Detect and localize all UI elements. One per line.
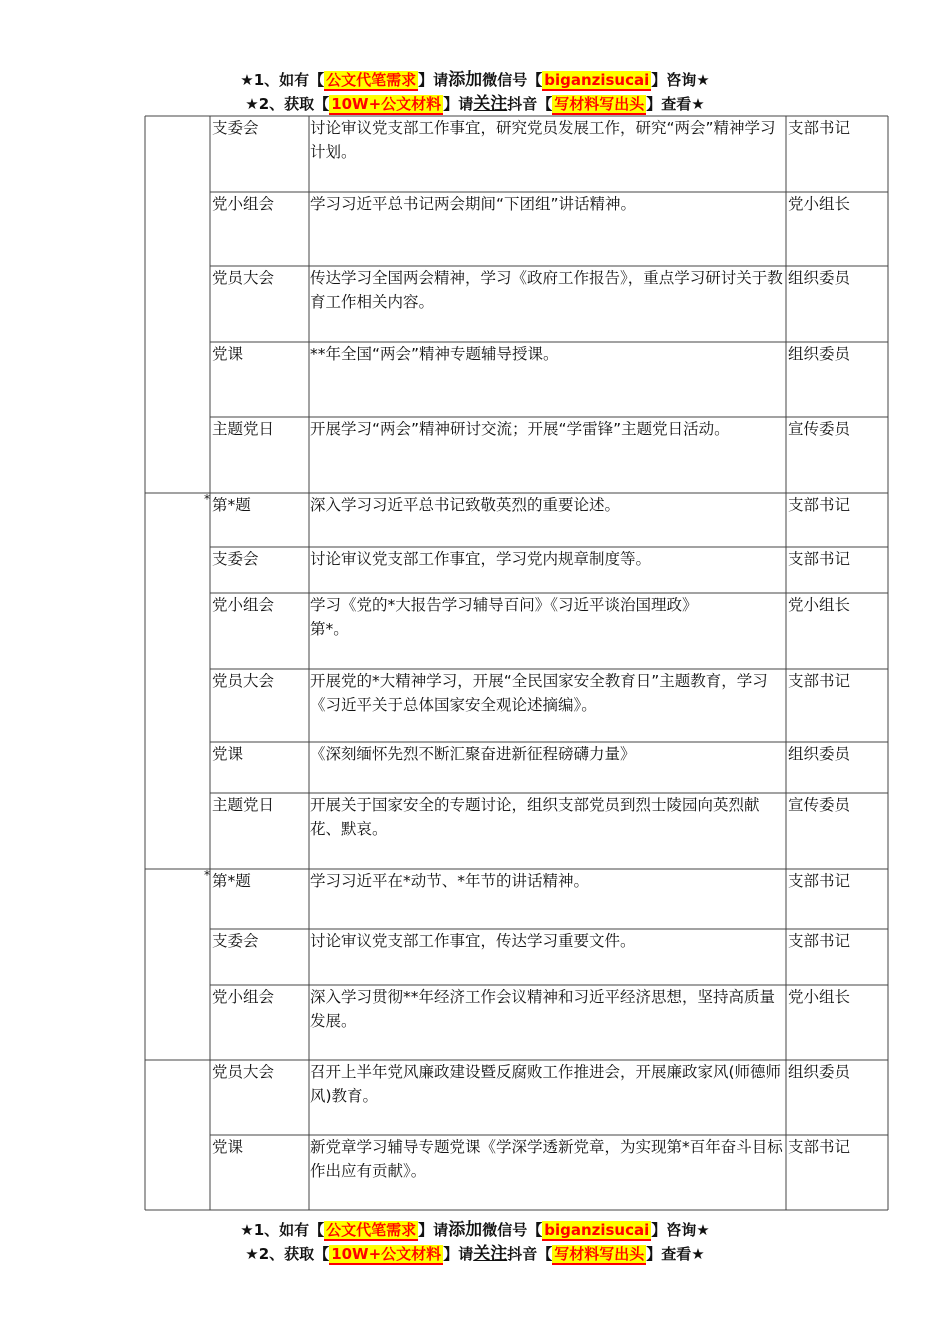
row-content: 深入学习习近平总书记致敬英烈的重要论述。 <box>310 496 621 514</box>
row-owner: 支部书记 <box>788 672 851 690</box>
row-owner: 支部书记 <box>788 1138 851 1156</box>
row-owner: 支部书记 <box>788 932 851 950</box>
row-content: 开展学习“两会”精神研讨交流；开展“学雷锋”主题党日活动。 <box>310 420 730 438</box>
row-type: 第*题 <box>212 872 251 890</box>
row-star-marker: * <box>204 492 210 506</box>
row-type: 支委会 <box>212 932 259 950</box>
row-type: 党课 <box>212 345 244 363</box>
row-type: 第*题 <box>212 496 251 514</box>
row-star-marker: * <box>204 868 210 882</box>
row-type: 支委会 <box>212 119 259 137</box>
highlight-materials: 10W+公文材料 <box>331 95 442 113</box>
row-content: **年全国“两会”精神专题辅导授课。 <box>310 345 559 363</box>
row-owner: 党小组长 <box>788 195 851 213</box>
row-content: 开展党的*大精神学习，开展“全民国家安全教育日”主题教育，学习《习近平关于总体国家安全观论述摘编》。 <box>310 672 768 714</box>
row-content: 《深刻缅怀先烈不断汇聚奋进新征程磅礴力量》 <box>310 745 636 763</box>
bottom-banner-line-2: ★2、获取【 10W+公文材料 】请关注抖音【 写材料写出头 】查看★ <box>245 1244 705 1264</box>
row-owner: 党小组长 <box>788 596 851 614</box>
row-content: 深入学习贯彻**年经济工作会议精神和习近平经济思想，坚持高质量发展。 <box>310 988 776 1030</box>
row-content: 讨论审议党支部工作事宜，传达学习重要文件。 <box>310 932 636 950</box>
row-owner: 组织委员 <box>788 745 851 763</box>
row-owner: 组织委员 <box>788 1063 851 1081</box>
highlight-wechat-id: biganzisucai <box>544 71 650 89</box>
top-banner-line-2: ★2、获取【 10W+公文材料 】请关注抖音【 写材料写出头 】查看★ <box>245 94 705 114</box>
row-type: 主题党日 <box>212 796 275 814</box>
row-owner: 支部书记 <box>788 872 851 890</box>
bottom-banner-line-1: ★1、如有【 公文代笔需求 】请添加微信号【 biganzisucai 】咨询★ <box>240 1220 710 1240</box>
row-type: 党小组会 <box>212 195 275 213</box>
row-owner: 组织委员 <box>788 269 851 287</box>
row-type: 党课 <box>212 745 244 763</box>
highlight-douyin: 写材料写出头 <box>554 95 645 113</box>
row-content: 讨论审议党支部工作事宜，学习党内规章制度等。 <box>310 550 652 568</box>
row-owner: 支部书记 <box>788 496 851 514</box>
row-owner: 支部书记 <box>788 119 851 137</box>
row-owner: 宣传委员 <box>788 420 851 438</box>
top-banner-line-1: ★1、如有【 公文代笔需求 】请添加微信号【 biganzisucai 】咨询★ <box>240 70 710 90</box>
row-content: 学习《党的*大报告学习辅导百问》《习近平谈治国理政》第*。 <box>310 596 698 638</box>
highlight-materials: 10W+公文材料 <box>331 1245 442 1263</box>
highlight-wechat-id: biganzisucai <box>544 1221 650 1239</box>
row-owner: 党小组长 <box>788 988 851 1006</box>
row-type: 党小组会 <box>212 988 275 1006</box>
row-content: 传达学习全国两会精神，学习《政府工作报告》，重点学习研讨关于教育工作相关内容。 <box>310 269 783 311</box>
row-content: 学习习近平总书记两会期间“下团组”讲话精神。 <box>310 195 637 213</box>
highlight-douyin: 写材料写出头 <box>554 1245 645 1263</box>
row-content: 开展关于国家安全的专题讨论，组织支部党员到烈士陵园向英烈献花、默哀。 <box>310 796 760 838</box>
row-type: 党课 <box>212 1138 244 1156</box>
row-content: 召开上半年党风廉政建设暨反腐败工作推进会，开展廉政家风(师德师风)教育。 <box>310 1063 782 1105</box>
row-type: 党员大会 <box>212 269 275 287</box>
row-owner: 组织委员 <box>788 345 851 363</box>
row-type: 党小组会 <box>212 596 275 614</box>
highlight-ghostwriting: 公文代笔需求 <box>326 71 417 89</box>
row-type: 党员大会 <box>212 672 275 690</box>
row-type: 主题党日 <box>212 420 275 438</box>
row-type: 党员大会 <box>212 1063 275 1081</box>
highlight-ghostwriting: 公文代笔需求 <box>326 1221 417 1239</box>
row-owner: 支部书记 <box>788 550 851 568</box>
row-owner: 宣传委员 <box>788 796 851 814</box>
row-content: 讨论审议党支部工作事宜，研究党员发展工作，研究“两会”精神学习计划。 <box>310 119 776 161</box>
row-content: 新党章学习辅导专题党课《学深学透新党章，为实现第*百年奋斗目标作出应有贡献》。 <box>310 1138 783 1180</box>
row-content: 学习习近平在*动节、*年节的讲话精神。 <box>310 872 590 890</box>
row-type: 支委会 <box>212 550 259 568</box>
